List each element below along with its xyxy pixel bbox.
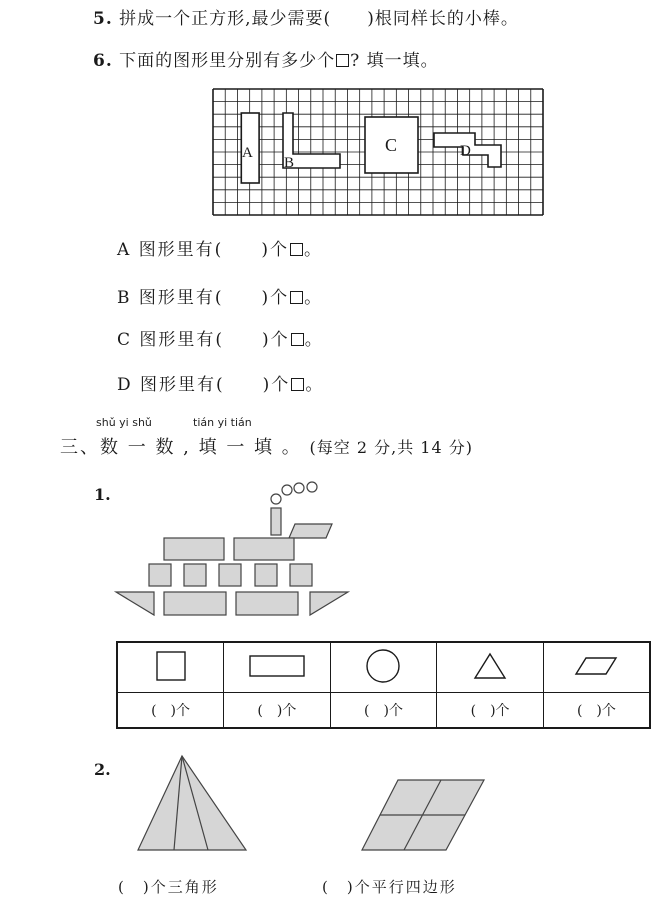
answer-triangle-count: ( )个三角形	[118, 878, 219, 896]
shape-icon-row	[117, 642, 650, 693]
answer-text-a: 图形里有( )个	[138, 240, 289, 260]
pinyin-shu-yi-shu: shǔ yi shǔ	[96, 416, 152, 429]
triangle-figure	[136, 754, 248, 852]
parallelogram-figure	[360, 778, 486, 852]
shape-label-b: B	[284, 155, 295, 171]
shape-cell	[117, 642, 224, 693]
pinyin-tian-yi-tian: tián yi tián	[193, 416, 252, 429]
question-5	[93, 4, 519, 29]
ship-window	[255, 564, 277, 586]
ship-stern-triangle	[310, 592, 348, 615]
problem-1-number: 1.	[94, 485, 111, 504]
shape-count-table	[116, 641, 651, 729]
smoke-circle	[294, 483, 304, 493]
parallelogram-icon	[574, 655, 618, 677]
ship-window	[290, 564, 312, 586]
problem-2-number: 2.	[94, 760, 111, 779]
small-square-icon	[291, 333, 304, 346]
shape-cell	[224, 642, 331, 693]
answer-end-d: 。	[305, 375, 325, 395]
shape-label-c: C	[385, 135, 398, 155]
ship-window	[184, 564, 206, 586]
ship-bow-triangle	[116, 592, 154, 615]
answer-cell[interactable]: ( )个	[543, 693, 650, 729]
small-square-icon	[290, 291, 303, 304]
answer-end-c: 。	[304, 330, 324, 350]
answer-line-a	[117, 235, 323, 260]
answer-cell[interactable]: ( )个	[330, 693, 437, 729]
shape-answer-row	[117, 693, 650, 729]
question-6-text-before: 下面的图形里分别有多少个	[119, 51, 336, 71]
answer-cell[interactable]: ( )个	[117, 693, 224, 729]
small-square-icon	[336, 54, 349, 67]
smoke-circle	[282, 485, 292, 495]
question-5-text: 拼成一个正方形,最少需要( )根同样长的小棒。	[119, 9, 519, 29]
shape-cell	[437, 642, 544, 693]
ship-flag	[289, 524, 332, 538]
ship-chimney	[271, 508, 281, 535]
ship-upper-block	[234, 538, 294, 560]
answer-cell[interactable]: ( )个	[224, 693, 331, 729]
small-square-icon	[291, 378, 304, 391]
smoke-circle	[271, 494, 281, 504]
answer-line-d	[117, 370, 324, 395]
shape-cell	[543, 642, 650, 693]
answer-parallelogram-count: ( )个平行四边形	[322, 878, 457, 896]
shape-cell	[330, 642, 437, 693]
answer-label-b: B	[117, 288, 132, 308]
question-6	[93, 46, 439, 71]
smoke-circle	[307, 482, 317, 492]
triangle-icon	[473, 652, 507, 680]
circle-icon	[365, 648, 401, 684]
section-3-title: 三、数 一 数 , 填 一 填 。	[60, 437, 302, 458]
small-square-icon	[290, 243, 303, 256]
answer-cell[interactable]: ( )个	[437, 693, 544, 729]
square-icon	[155, 650, 187, 682]
shape-label-a: A	[242, 145, 253, 161]
answer-end-b: 。	[304, 288, 324, 308]
ship-hull-block	[164, 592, 226, 615]
grid-figure	[213, 89, 543, 215]
ship-hull-block	[236, 592, 298, 615]
answer-label-c: C	[117, 330, 133, 350]
ship-upper-block	[164, 538, 224, 560]
answer-label-d: D	[117, 375, 133, 395]
answer-end-a: 。	[303, 240, 323, 260]
answer-text-d: 图形里有( )个	[140, 375, 291, 395]
question-6-number: 6.	[93, 51, 113, 71]
answer-text-c: 图形里有( )个	[139, 330, 290, 350]
answer-line-b	[117, 283, 323, 308]
answer-label-a: A	[117, 240, 132, 260]
shape-label-d: D	[460, 143, 471, 159]
ship-window	[149, 564, 171, 586]
answer-line-c	[117, 325, 324, 350]
question-5-number: 5.	[93, 9, 113, 29]
section-3-points: (每空 2 分,共 14 分)	[309, 438, 473, 457]
answer-text-b: 图形里有( )个	[138, 288, 290, 308]
section-3-heading	[60, 433, 473, 459]
ship-window	[219, 564, 241, 586]
rectangle-icon	[248, 653, 306, 679]
question-6-text-after: ? 填一填。	[350, 51, 439, 71]
ship-figure	[114, 478, 354, 618]
